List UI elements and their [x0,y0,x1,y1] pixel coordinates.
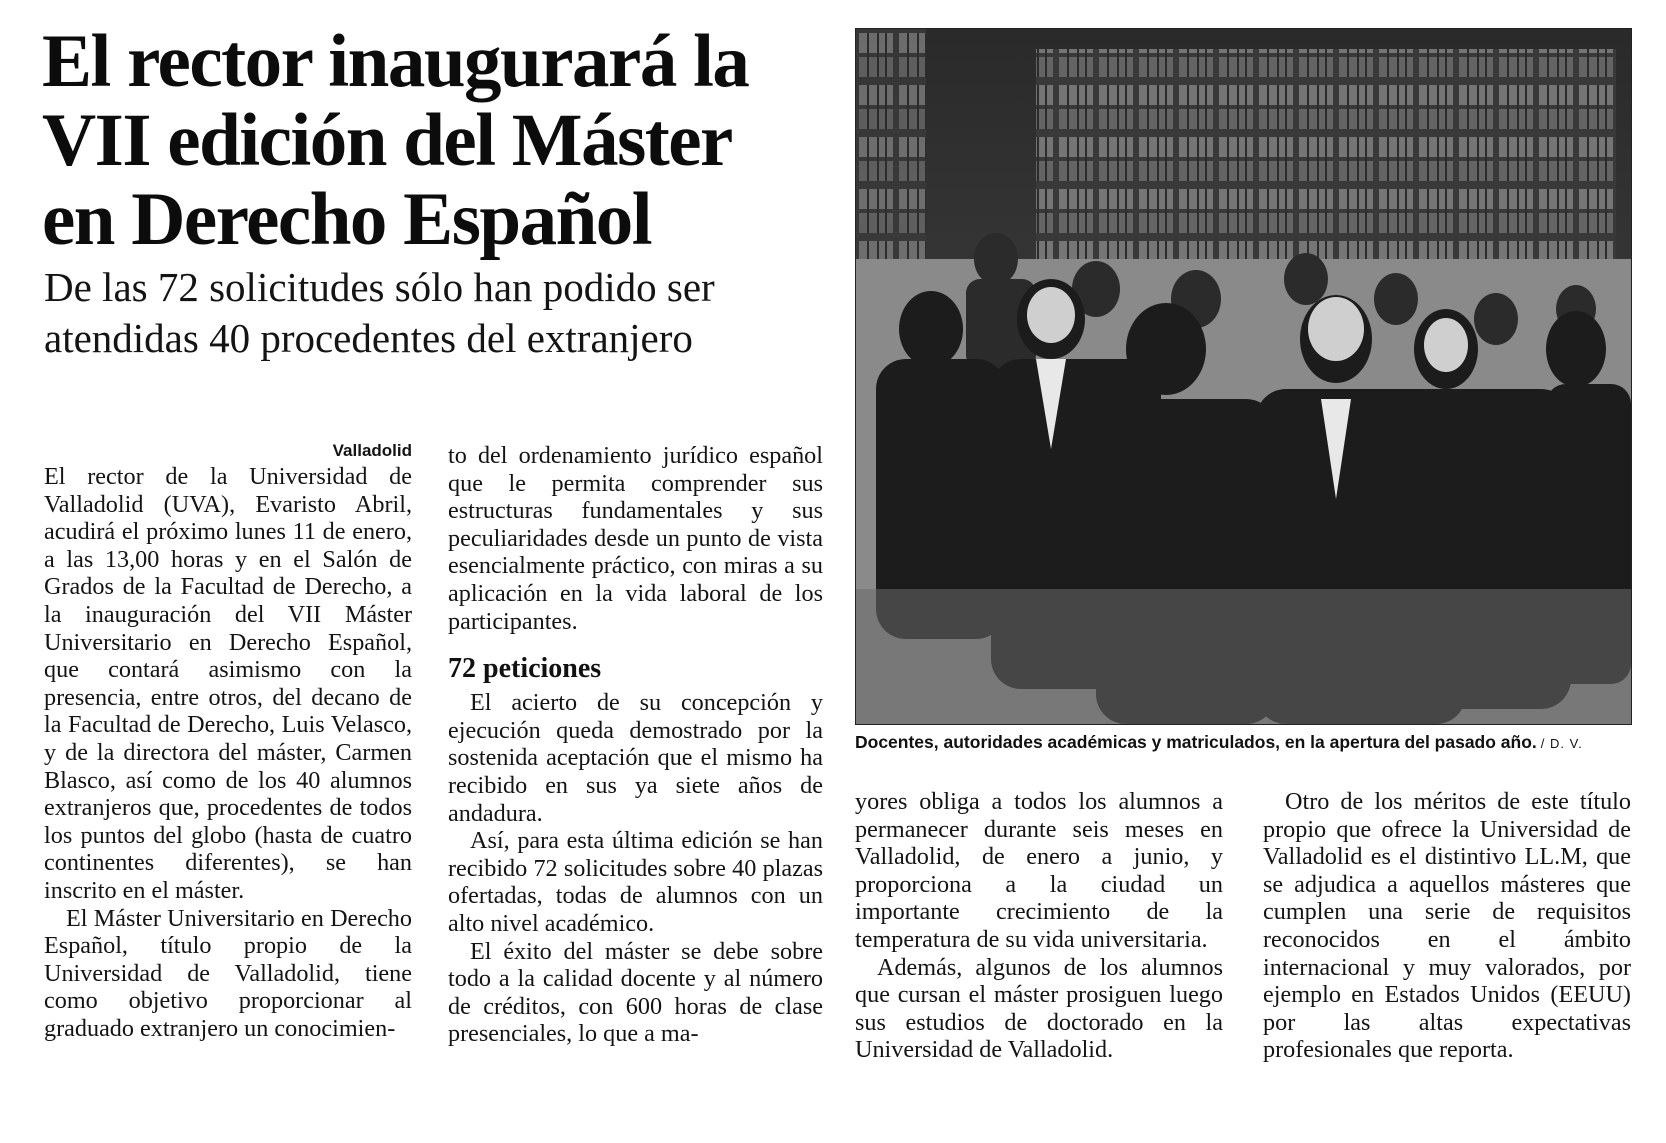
audience-photo-illustration [856,29,1631,724]
section-title: 72 peticiones [448,653,602,685]
photo-caption-text: Docentes, autoridades académicas y matriculados, en la apertura del pasado año. [855,732,1537,752]
article-column-2 [448,442,823,1048]
article-column-1 [44,442,412,1042]
article-column-3 [855,788,1223,1064]
headline [42,22,822,259]
article-photo [855,28,1632,725]
article-paragraph: Otro de los méritos de este título propio que ofrece la Universidad de Valladolid es el distintivo LL.M, que se adjudica a aquellos másteres que cumplen una serie de requisitos reconocidos en el ámbito internacional y muy valorados, por ejemplo en Estados Unidos (EEUU) por las altas expectativas profesionales que reporta. [1263,788,1631,1064]
photo-credit: / D. V. [1540,736,1583,751]
article-paragraph: Así, para esta última edición se han recibido 72 solicitudes sobre 40 plazas ofertadas, todas de alumnos con un alto nivel académico. [448,827,823,937]
headline-line: en Derecho Español [42,178,652,261]
headline-line: El rector inaugurará la [42,20,749,103]
subheadline-line: De las 72 solicitudes sólo han podido ser [44,264,715,310]
photo-caption [855,731,1640,755]
dateline-location: Valladolid [332,441,412,460]
headline-line: VII edición del Máster [42,99,732,182]
subheadline-line: atendidas 40 procedentes del extranjero [44,315,693,361]
article-paragraph: El rector de la Universidad de Valladolid (UVA), Evaristo Abril, acudirá el próximo lunes 11 de enero, a las 13,00 horas y en el Salón de Grados de la Facultad de Derecho, a la inauguración del VII Máster Universitario en Derecho Español, que contará asimismo con la presencia, entre otros, del decano de la Facultad de Derecho, Luis Velasco, y de la directora del máster, Carmen Blasco, así como de los 40 alumnos extranjeros que, procedentes de todos los puntos del globo (hasta de cuatro continentes diferentes), se han inscrito en el máster. [44,463,412,904]
article-paragraph: Además, algunos de los alumnos que cursan el máster prosiguen luego sus estudios de doctorado en la Universidad de Valladolid. [855,953,1223,1064]
article-paragraph: El Máster Universitario en Derecho Español, título propio de la Universidad de Valladolid, tiene como objetivo proporcionar al graduado extranjero un conocimien- [44,904,412,1042]
article-paragraph: yores obliga a todos los alumnos a permanecer durante seis meses en Valladolid, de enero a junio, y proporciona a la ciudad un importante crecimiento de la temperatura de su vida universitaria. [855,788,1223,953]
article-paragraph: to del ordenamiento jurídico español que le permita comprender sus estructuras fundamentales y sus peculiaridades desde un punto de vista esencialmente práctico, con miras a su aplicación en la vida laboral de los participantes. [448,442,823,635]
article-paragraph: El acierto de su concepción y ejecución queda demostrado por la sostenida aceptación que el mismo ha recibido en sus ya siete años de andadura. [448,689,823,827]
article-column-4 [1263,788,1631,1064]
subheadline [44,262,824,364]
article-paragraph: El éxito del máster se debe sobre todo a la calidad docente y al número de créditos, con 600 horas de clase presenciales, lo que a ma- [448,937,823,1048]
